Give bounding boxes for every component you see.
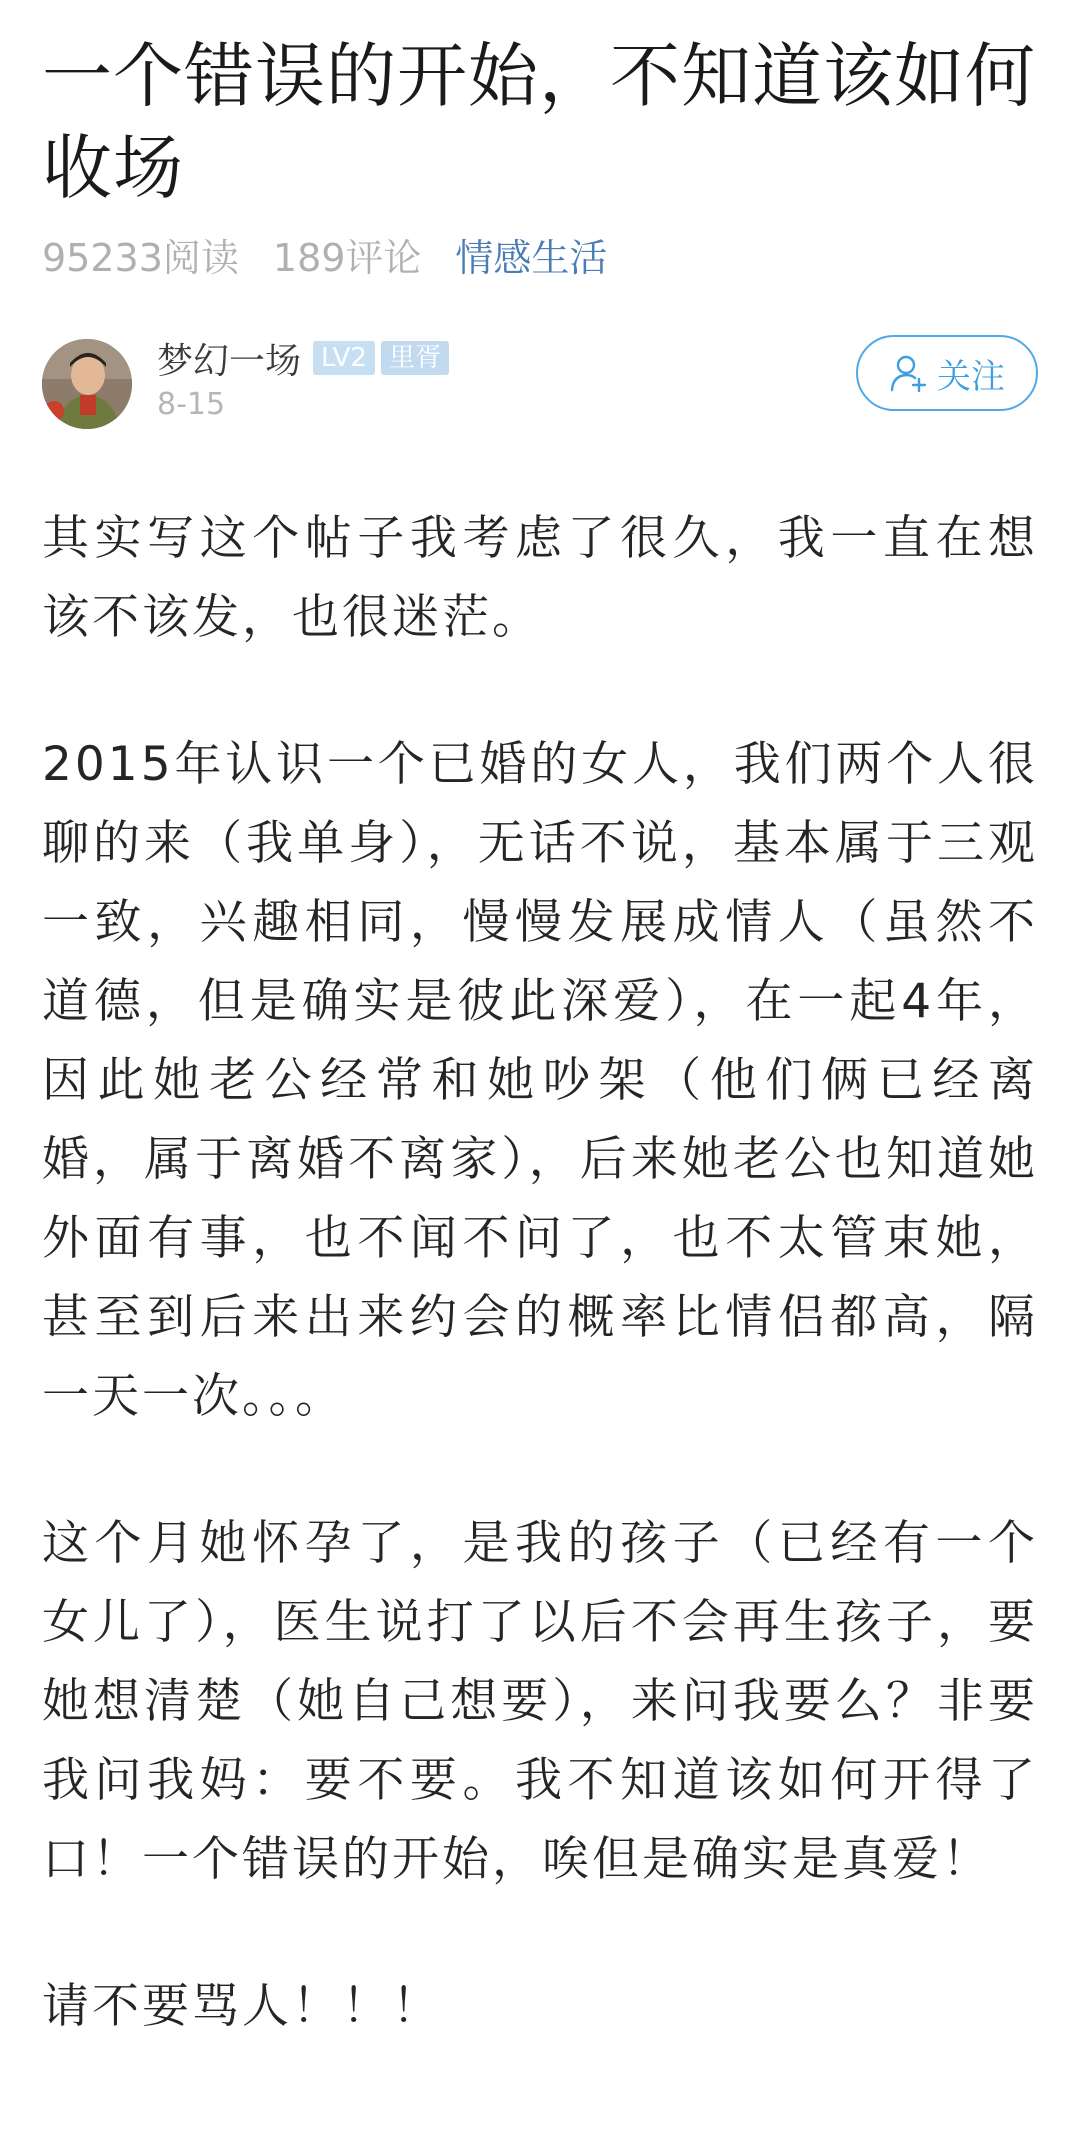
post-title: 一个错误的开始，不知道该如何收场 bbox=[42, 35, 1036, 209]
post-meta bbox=[42, 224, 1038, 284]
paragraph: 其实写这个帖子我考虑了很久，我一直在想该不该发，也很迷茫。 bbox=[42, 511, 1038, 645]
avatar-image bbox=[42, 339, 132, 429]
region-badge: 里胥 bbox=[381, 341, 449, 375]
author-row bbox=[42, 339, 1038, 439]
author-name[interactable]: 梦幻一场 bbox=[157, 340, 302, 382]
follow-button[interactable] bbox=[856, 335, 1038, 411]
paragraph: 这个月她怀孕了，是我的孩子（已经有一个女儿了），医生说打了以后不会再生孩子，要她想清楚（她自己想要），来问我要么？非要我问我妈：要不要。我不知道该如何开得了口！一个错误的开始，唉但是确实是真爱！ bbox=[42, 1516, 1038, 1887]
paragraph: 2015年认识一个已婚的女人，我们两个人很聊的来（我单身），无话不说，基本属于三观一致，兴趣相同，慢慢发展成情人（虽然不道德，但是确实是彼此深爱），在一起4年，因此她老公经常和她吵架（他们俩已经离婚，属于离婚不离家），后来她老公也知道她外面有事，也不闻不问了，也不太管束她，甚至到后来出来约会的概率比情侣都高，隔一天一次。。。 bbox=[42, 737, 1038, 1424]
level-badge: LV2 bbox=[313, 341, 375, 375]
paragraph: 请不要骂人！！！ bbox=[42, 1979, 442, 2034]
follow-label: 关注 bbox=[937, 356, 1005, 397]
comment-count[interactable]: 189评论 bbox=[272, 235, 422, 280]
post-body bbox=[42, 499, 1038, 2046]
avatar[interactable] bbox=[42, 339, 132, 429]
category-link[interactable]: 情感生活 bbox=[455, 235, 608, 280]
read-count: 95233阅读 bbox=[42, 235, 239, 280]
add-user-icon bbox=[889, 353, 929, 393]
post-date: 8-15 bbox=[157, 387, 226, 422]
author-name-line bbox=[157, 333, 455, 383]
author-info bbox=[157, 333, 455, 422]
